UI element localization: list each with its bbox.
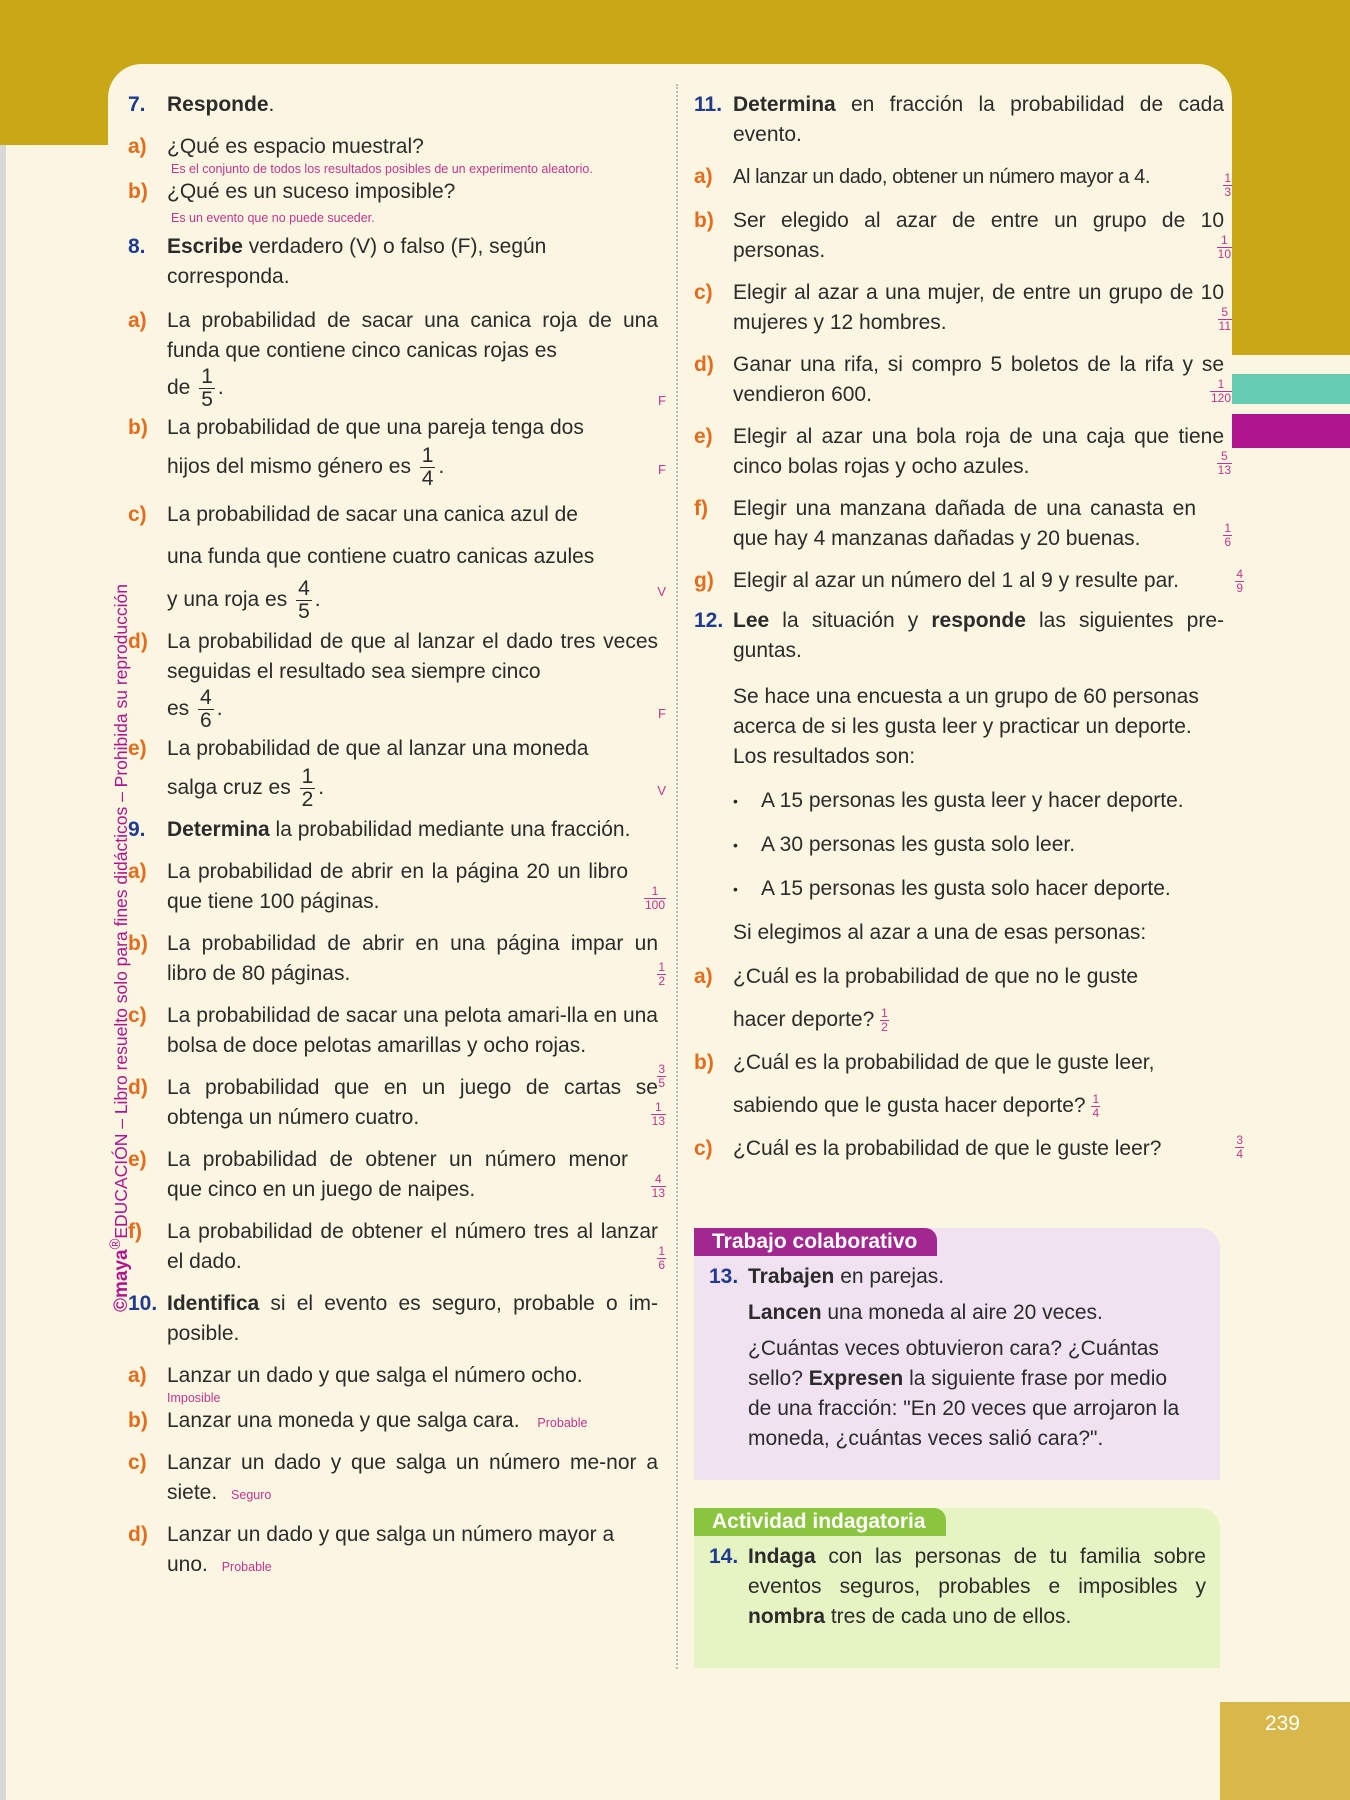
numerator: 1: [658, 960, 665, 974]
item-text: ¿Cuál es la probabilidad de que no le guste: [733, 965, 1139, 988]
item-label: a): [694, 165, 713, 188]
denominator: 13: [651, 1186, 665, 1200]
denominator: 5: [298, 600, 310, 623]
question-text: si el evento es seguro, probable o im-posible.: [167, 1292, 658, 1345]
question-number: 13.: [709, 1265, 739, 1288]
question-verb: Expresen: [808, 1367, 904, 1390]
question-number: 12.: [694, 609, 724, 632]
q12-item-a: [694, 962, 1224, 1042]
item-text: Lanzar un dado y que salga un número me-nor a siete.: [167, 1451, 658, 1504]
left-edge: [0, 0, 6, 1800]
question-text: en parejas.: [834, 1265, 945, 1288]
question-text: .: [268, 93, 275, 116]
handwritten-answer: Seguro: [231, 1488, 272, 1502]
answer-fraction: [644, 885, 666, 912]
item-text: Ser elegido al azar de entre un grupo de 10 personas.: [733, 209, 1224, 262]
question-number: 8.: [128, 235, 146, 258]
denominator: 5: [201, 388, 213, 411]
bullet-item: • A 15 personas les gusta leer y hacer deporte.: [733, 786, 1224, 816]
handwritten-answer: V: [657, 584, 666, 599]
question-number: 9.: [128, 818, 146, 841]
question-10: [128, 1289, 658, 1349]
q7-item-b: [128, 177, 658, 226]
answer-fraction: [1235, 1134, 1244, 1161]
item-label: c): [128, 1451, 147, 1474]
box-body: [694, 1536, 1220, 1632]
denominator: 120: [1210, 391, 1231, 405]
copyright-text: EDUCACIÓN – Libro resuelto solo para fines didácticos – Prohibida su reproducción: [110, 584, 131, 1239]
item-label: b): [694, 1051, 714, 1074]
item-text: ¿Qué es espacio muestral?: [167, 135, 424, 158]
box-title: Actividad indagatoria: [694, 1508, 946, 1536]
q10-item-c: [128, 1448, 658, 1508]
item-label: c): [128, 1004, 147, 1027]
item-text: La probabilidad de que al lanzar una moneda: [167, 737, 589, 760]
right-color-band: [1232, 0, 1350, 355]
question-verb: Trabajen: [748, 1265, 835, 1288]
q8-item-a: [128, 306, 666, 411]
answer-fraction: [657, 961, 666, 988]
q8-item-e: [128, 734, 666, 811]
item-label: d): [128, 630, 148, 653]
column-divider: [676, 84, 678, 1669]
answer-fraction: [1217, 234, 1232, 261]
q7-item-a: [128, 132, 658, 177]
numerator: 1: [301, 765, 314, 788]
numerator: 1: [881, 1005, 888, 1020]
item-text: Lanzar un dado y que salga un número mayor a uno.: [167, 1523, 615, 1576]
answer-fraction: [880, 1007, 889, 1034]
item-text: y una roja es: [167, 588, 288, 612]
question-number: 10.: [128, 1292, 158, 1315]
survey-lead: Si elegimos al azar a una de esas personas:: [733, 921, 1147, 944]
question-verb: Identifica: [167, 1292, 260, 1315]
item-text: .: [438, 455, 445, 479]
question-text: tres de cada uno de ellos.: [825, 1605, 1072, 1628]
item-text: .: [318, 776, 325, 800]
item-label: a): [694, 965, 713, 988]
item-label: f): [694, 497, 708, 520]
teal-section-tab: [1232, 374, 1350, 404]
q10-item-d: [128, 1520, 658, 1580]
item-label: g): [694, 569, 714, 592]
question-text: con las personas de tu familia sobre eventos seguros, probables e imposibles y: [748, 1545, 1206, 1598]
fraction: [300, 766, 316, 811]
item-text: ¿Cuál es la probabilidad de que le guste leer?: [733, 1137, 1162, 1160]
box-title: Trabajo colaborativo: [694, 1228, 937, 1256]
numerator: 1: [1092, 1091, 1100, 1106]
denominator: 13: [651, 1114, 665, 1128]
item-label: e): [128, 737, 147, 760]
q9-item-f: [128, 1217, 665, 1277]
handwritten-answer: Imposible: [167, 1391, 221, 1405]
fraction: [296, 578, 312, 623]
question-text: verdadero (V) o falso (F), según corresponda.: [167, 235, 547, 288]
denominator: 2: [301, 788, 314, 811]
right-column: [694, 90, 1243, 1164]
question-verb: Lancen: [748, 1301, 822, 1324]
question-number: 7.: [128, 93, 146, 116]
numerator: 1: [1217, 234, 1232, 248]
item-text: La probabilidad de sacar una canica roja de una funda que contiene cinco canicas rojas es: [167, 309, 658, 362]
item-text: Lanzar un dado y que salga el número ocho.: [167, 1364, 583, 1387]
numerator: 1: [421, 444, 434, 467]
fraction: [198, 687, 214, 732]
item-text: Al lanzar un dado, obtener un número mayor a 4.: [733, 166, 1151, 188]
item-text: La probabilidad de sacar una pelota amari-lla en una bolsa de doce pelotas amarillas y ocho rojas.: [167, 1004, 658, 1057]
item-label: d): [128, 1523, 148, 1546]
question-verb: Escribe: [167, 235, 243, 258]
numerator: 4: [200, 686, 212, 709]
denominator: 13: [1217, 463, 1231, 477]
item-text: La probabilidad de abrir en la página 20 un libro que tiene 100 páginas.: [167, 860, 628, 913]
q8-item-d: [128, 627, 666, 732]
bullet-item: • A 15 personas les gusta solo hacer deporte.: [733, 874, 1224, 904]
item-label: a): [128, 309, 147, 332]
q9-item-c: [128, 1001, 665, 1090]
q9-item-d: [128, 1073, 665, 1133]
survey-intro: Se hace una encuesta a un grupo de 60 personas acerca de si les gusta leer y practicar un deporte. Los resultados son:: [733, 685, 1199, 768]
q8-item-c: [128, 494, 666, 623]
denominator: 3: [1224, 185, 1231, 199]
item-label: e): [128, 1148, 147, 1171]
item-text: La probabilidad de obtener el número tres al lanzar el dado.: [167, 1220, 658, 1273]
answer-fraction: [651, 1173, 666, 1200]
numerator: 3: [658, 1062, 665, 1076]
handwritten-answer: F: [658, 393, 666, 408]
item-label: a): [128, 860, 147, 883]
registered-mark: ®: [108, 1238, 124, 1250]
numerator: 1: [644, 885, 666, 899]
question-9: [128, 815, 658, 845]
question-verb: Lee: [733, 609, 770, 632]
answer-fraction: [1223, 172, 1232, 199]
item-text: Elegir al azar una bola roja de una caja que tiene cinco bolas rojas y ocho azules.: [733, 425, 1224, 478]
denominator: 10: [1217, 247, 1231, 261]
denominator: 11: [1218, 319, 1231, 333]
numerator: 1: [651, 1101, 666, 1115]
item-label: e): [694, 425, 713, 448]
item-text: Elegir al azar un número del 1 al 9 y resulte par.: [733, 569, 1179, 592]
q11-item-e: [694, 422, 1231, 482]
denominator: 4: [421, 467, 434, 490]
denominator: 2: [658, 974, 665, 988]
answer-fraction: [1210, 378, 1232, 405]
question-verb: Responde: [167, 93, 269, 116]
answer-fraction: [1235, 568, 1244, 595]
item-text: es: [167, 697, 190, 721]
item-label: d): [694, 353, 714, 376]
box-body: [694, 1256, 1220, 1454]
item-text: La probabilidad de obtener un número menor que cinco en un juego de naipes.: [167, 1148, 628, 1201]
question-text: ¿Cuántas veces obtuvieron cara? ¿Cuántas sello?: [748, 1337, 1159, 1390]
numerator: 4: [1236, 567, 1243, 581]
item-label: b): [694, 209, 714, 232]
item-text: .: [314, 588, 321, 612]
question-verb: responde: [931, 609, 1026, 632]
item-label: f): [128, 1220, 142, 1243]
answer-fraction: [1217, 450, 1232, 477]
item-text: La probabilidad de que al lanzar el dado tres veces seguidas el resultado sea siempre cinco: [167, 630, 658, 683]
q11-item-g: [694, 566, 1243, 596]
question-11: [694, 90, 1224, 150]
handwritten-answer: V: [657, 783, 666, 798]
item-label: c): [694, 281, 713, 304]
numerator: 4: [298, 577, 310, 600]
denominator: 6: [1224, 535, 1231, 549]
item-label: a): [128, 135, 147, 158]
handwritten-answer: F: [658, 462, 666, 477]
numerator: 1: [1210, 378, 1232, 392]
question-verb: nombra: [748, 1605, 826, 1628]
item-text: hacer deporte?: [733, 1008, 875, 1031]
item-text: La probabilidad de sacar una canica azul de: [167, 503, 578, 526]
numerator: 1: [658, 1244, 665, 1258]
question-text: en fracción la probabilidad de cada evento.: [733, 93, 1224, 146]
item-text: Lanzar una moneda y que salga cara.: [167, 1409, 520, 1432]
numerator: 1: [1224, 171, 1231, 185]
handwritten-answer: Probable: [221, 1560, 272, 1574]
item-label: d): [128, 1076, 148, 1099]
q10-item-a: [128, 1361, 658, 1406]
denominator: 6: [658, 1258, 665, 1272]
question-13: [709, 1262, 1220, 1454]
denominator: 5: [658, 1076, 665, 1090]
item-text: de: [167, 376, 191, 400]
q12-item-c: [694, 1133, 1243, 1164]
item-text: una funda que contiene cuatro canicas azules: [167, 545, 595, 568]
q11-item-b: [694, 206, 1231, 266]
item-text: Elegir al azar a una mujer, de entre un grupo de 10 mujeres y 12 hombres.: [733, 281, 1224, 334]
q11-item-d: [694, 350, 1231, 410]
page-number: 239: [1264, 1712, 1300, 1735]
denominator: 2: [881, 1019, 888, 1034]
question-number: 11.: [694, 93, 723, 116]
question-text: las siguientes pre-guntas.: [733, 609, 1224, 662]
question-14: [709, 1542, 1220, 1632]
item-text: La probabilidad de abrir en una página impar un libro de 80 páginas.: [167, 932, 658, 985]
denominator: 4: [1236, 1147, 1243, 1161]
fraction: [199, 366, 215, 411]
answer-fraction: [657, 1245, 666, 1272]
item-label: c): [128, 503, 147, 526]
research-activity-box: [694, 1508, 1220, 1668]
q8-item-b: [128, 413, 666, 490]
question-verb: Determina: [167, 818, 270, 841]
collaborative-work-box: [694, 1228, 1220, 1480]
question-verb: Determina: [733, 93, 836, 116]
item-label: b): [128, 932, 148, 955]
item-text: ¿Cuál es la probabilidad de que le guste leer,: [733, 1051, 1155, 1074]
question-7: [128, 90, 658, 120]
left-column: [128, 90, 666, 1580]
denominator: 100: [644, 898, 665, 912]
item-label: c): [694, 1137, 713, 1160]
question-text: una moneda al aire 20 veces.: [821, 1301, 1103, 1324]
denominator: 4: [1092, 1105, 1100, 1120]
q11-item-f: [694, 494, 1231, 554]
question-text: la situación y: [769, 609, 932, 632]
item-text: .: [217, 376, 224, 400]
q9-item-a: [128, 857, 665, 917]
item-text: ¿Qué es un suceso imposible?: [167, 180, 456, 203]
q9-item-b: [128, 929, 665, 989]
item-label: b): [128, 416, 148, 439]
item-label: a): [128, 1364, 147, 1387]
question-number: 14.: [709, 1545, 739, 1568]
q9-item-e: [128, 1145, 665, 1205]
magenta-section-tab: [1232, 414, 1350, 448]
handwritten-answer: F: [658, 706, 666, 721]
item-text: La probabilidad que en un juego de cartas se obtenga un número cuatro.: [167, 1076, 658, 1129]
handwritten-answer: Es el conjunto de todos los resultados posibles de un experimento aleatorio.: [171, 162, 593, 176]
q11-item-a: [694, 162, 1231, 199]
item-label: b): [128, 180, 148, 203]
numerator: 5: [1217, 450, 1232, 464]
item-text: Elegir una manzana dañada de una canasta en que hay 4 manzanas dañadas y 20 buenas.: [733, 497, 1196, 550]
handwritten-answer: Es un evento que no puede suceder.: [171, 211, 375, 225]
item-text: hijos del mismo género es: [167, 455, 411, 479]
question-text: la siguiente frase por medio de una fracción: "En 20 veces que arrojaron la moneda, ¿cuántas veces salió cara?".: [748, 1367, 1180, 1450]
numerator: 1: [201, 365, 213, 388]
item-text: Ganar una rifa, si compro 5 boletos de la rifa y se vendieron 600.: [733, 353, 1224, 406]
question-8: [128, 232, 658, 292]
denominator: 9: [1236, 581, 1243, 595]
numerator: 5: [1218, 306, 1232, 320]
item-text: La probabilidad de que una pareja tenga dos: [167, 416, 584, 439]
item-text: .: [216, 697, 223, 721]
numerator: 3: [1236, 1133, 1243, 1147]
q11-item-c: [694, 278, 1231, 338]
denominator: 6: [200, 709, 212, 732]
question-verb: Indaga: [748, 1545, 816, 1568]
handwritten-answer: Probable: [537, 1416, 588, 1430]
question-12: [694, 606, 1224, 666]
question-text: la probabilidad mediante una fracción.: [269, 818, 631, 841]
q12-item-b: [694, 1048, 1224, 1128]
item-label: b): [128, 1409, 148, 1432]
answer-fraction: [651, 1101, 666, 1128]
answer-fraction: [1218, 306, 1232, 333]
item-text: sabiendo que le gusta hacer deporte?: [733, 1094, 1086, 1117]
brand-logo-text: ©maya: [110, 1249, 132, 1312]
bullet-item: • A 30 personas les gusta solo leer.: [733, 830, 1224, 860]
item-text: salga cruz es: [167, 776, 291, 800]
numerator: 1: [1224, 521, 1231, 535]
answer-fraction: [1091, 1093, 1100, 1120]
numerator: 4: [651, 1173, 666, 1187]
answer-fraction: [657, 1063, 666, 1090]
answer-fraction: [1223, 522, 1232, 549]
fraction: [420, 445, 436, 490]
survey-results: [694, 786, 1224, 904]
q10-item-b: [128, 1406, 658, 1436]
